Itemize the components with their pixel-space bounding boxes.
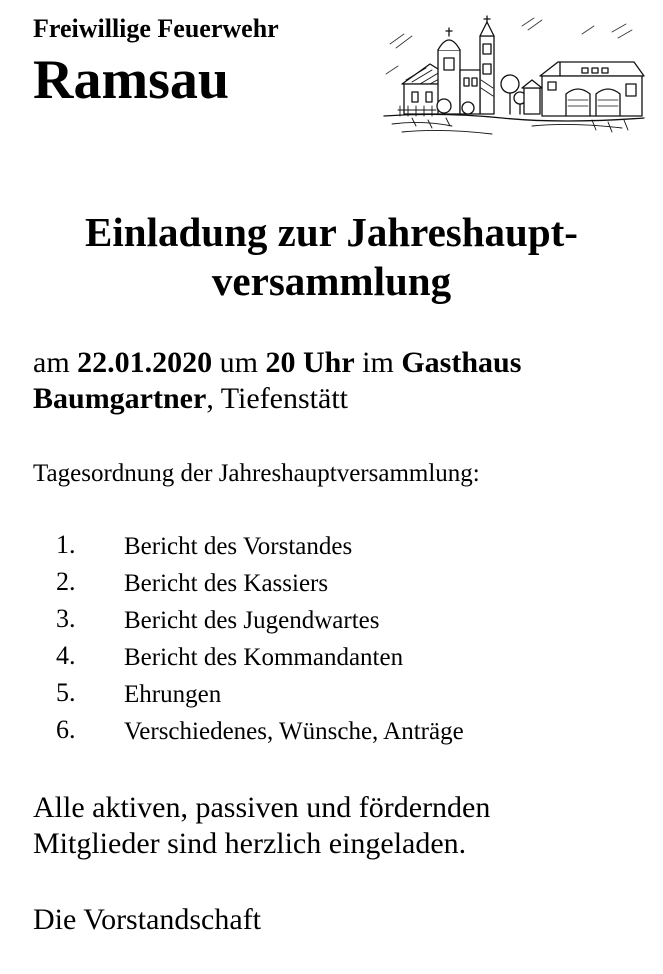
- agenda-item-text: Bericht des Vorstandes: [124, 533, 353, 560]
- meeting-location: , Tiefenstätt: [206, 382, 348, 415]
- meeting-um: um: [212, 346, 266, 379]
- title-line-2: versammlung: [211, 258, 452, 304]
- signature: Die Vorstandschaft: [33, 903, 262, 936]
- town-name: Ramsau: [33, 49, 230, 111]
- agenda-item-text: Bericht des Jugendwartes: [124, 607, 380, 634]
- meeting-venue-part1: Gasthaus: [401, 346, 522, 379]
- agenda-item-text: Bericht des Kommandanten: [124, 644, 404, 671]
- agenda-item-number: 3.: [56, 604, 76, 633]
- agenda-item-number: 1.: [56, 530, 76, 559]
- meeting-time: 20 Uhr: [265, 346, 355, 379]
- agenda-item-number: 6.: [56, 715, 76, 744]
- agenda-item-text: Verschiedenes, Wünsche, Anträge: [124, 718, 464, 745]
- meeting-details: [33, 345, 643, 417]
- agenda-heading: Tagesordnung der Jahreshauptversammlung:: [33, 460, 480, 487]
- agenda-item-number: 4.: [56, 641, 76, 670]
- invitation-line-2: Mitglieder sind herzlich eingeladen.: [33, 827, 467, 860]
- document-title: [0, 208, 663, 306]
- agenda-item-number: 5.: [56, 678, 76, 707]
- meeting-venue-part2: Baumgartner: [33, 382, 207, 415]
- organization-name: Freiwillige Feuerwehr: [33, 14, 279, 43]
- agenda-item-text: Ehrungen: [124, 681, 222, 708]
- meeting-date: 22.01.2020: [77, 346, 213, 379]
- invitation-line-1: Alle aktiven, passiven und fördernden: [33, 791, 491, 824]
- agenda-item-number: 2.: [56, 567, 76, 596]
- meeting-im: im: [354, 346, 402, 379]
- meeting-am: am: [33, 346, 78, 379]
- agenda-item-text: Bericht des Kassiers: [124, 570, 329, 597]
- invitation-text: [33, 790, 643, 862]
- title-line-1: Einladung zur Jahreshaupt-: [85, 209, 578, 255]
- village-sketch-icon: [382, 14, 646, 140]
